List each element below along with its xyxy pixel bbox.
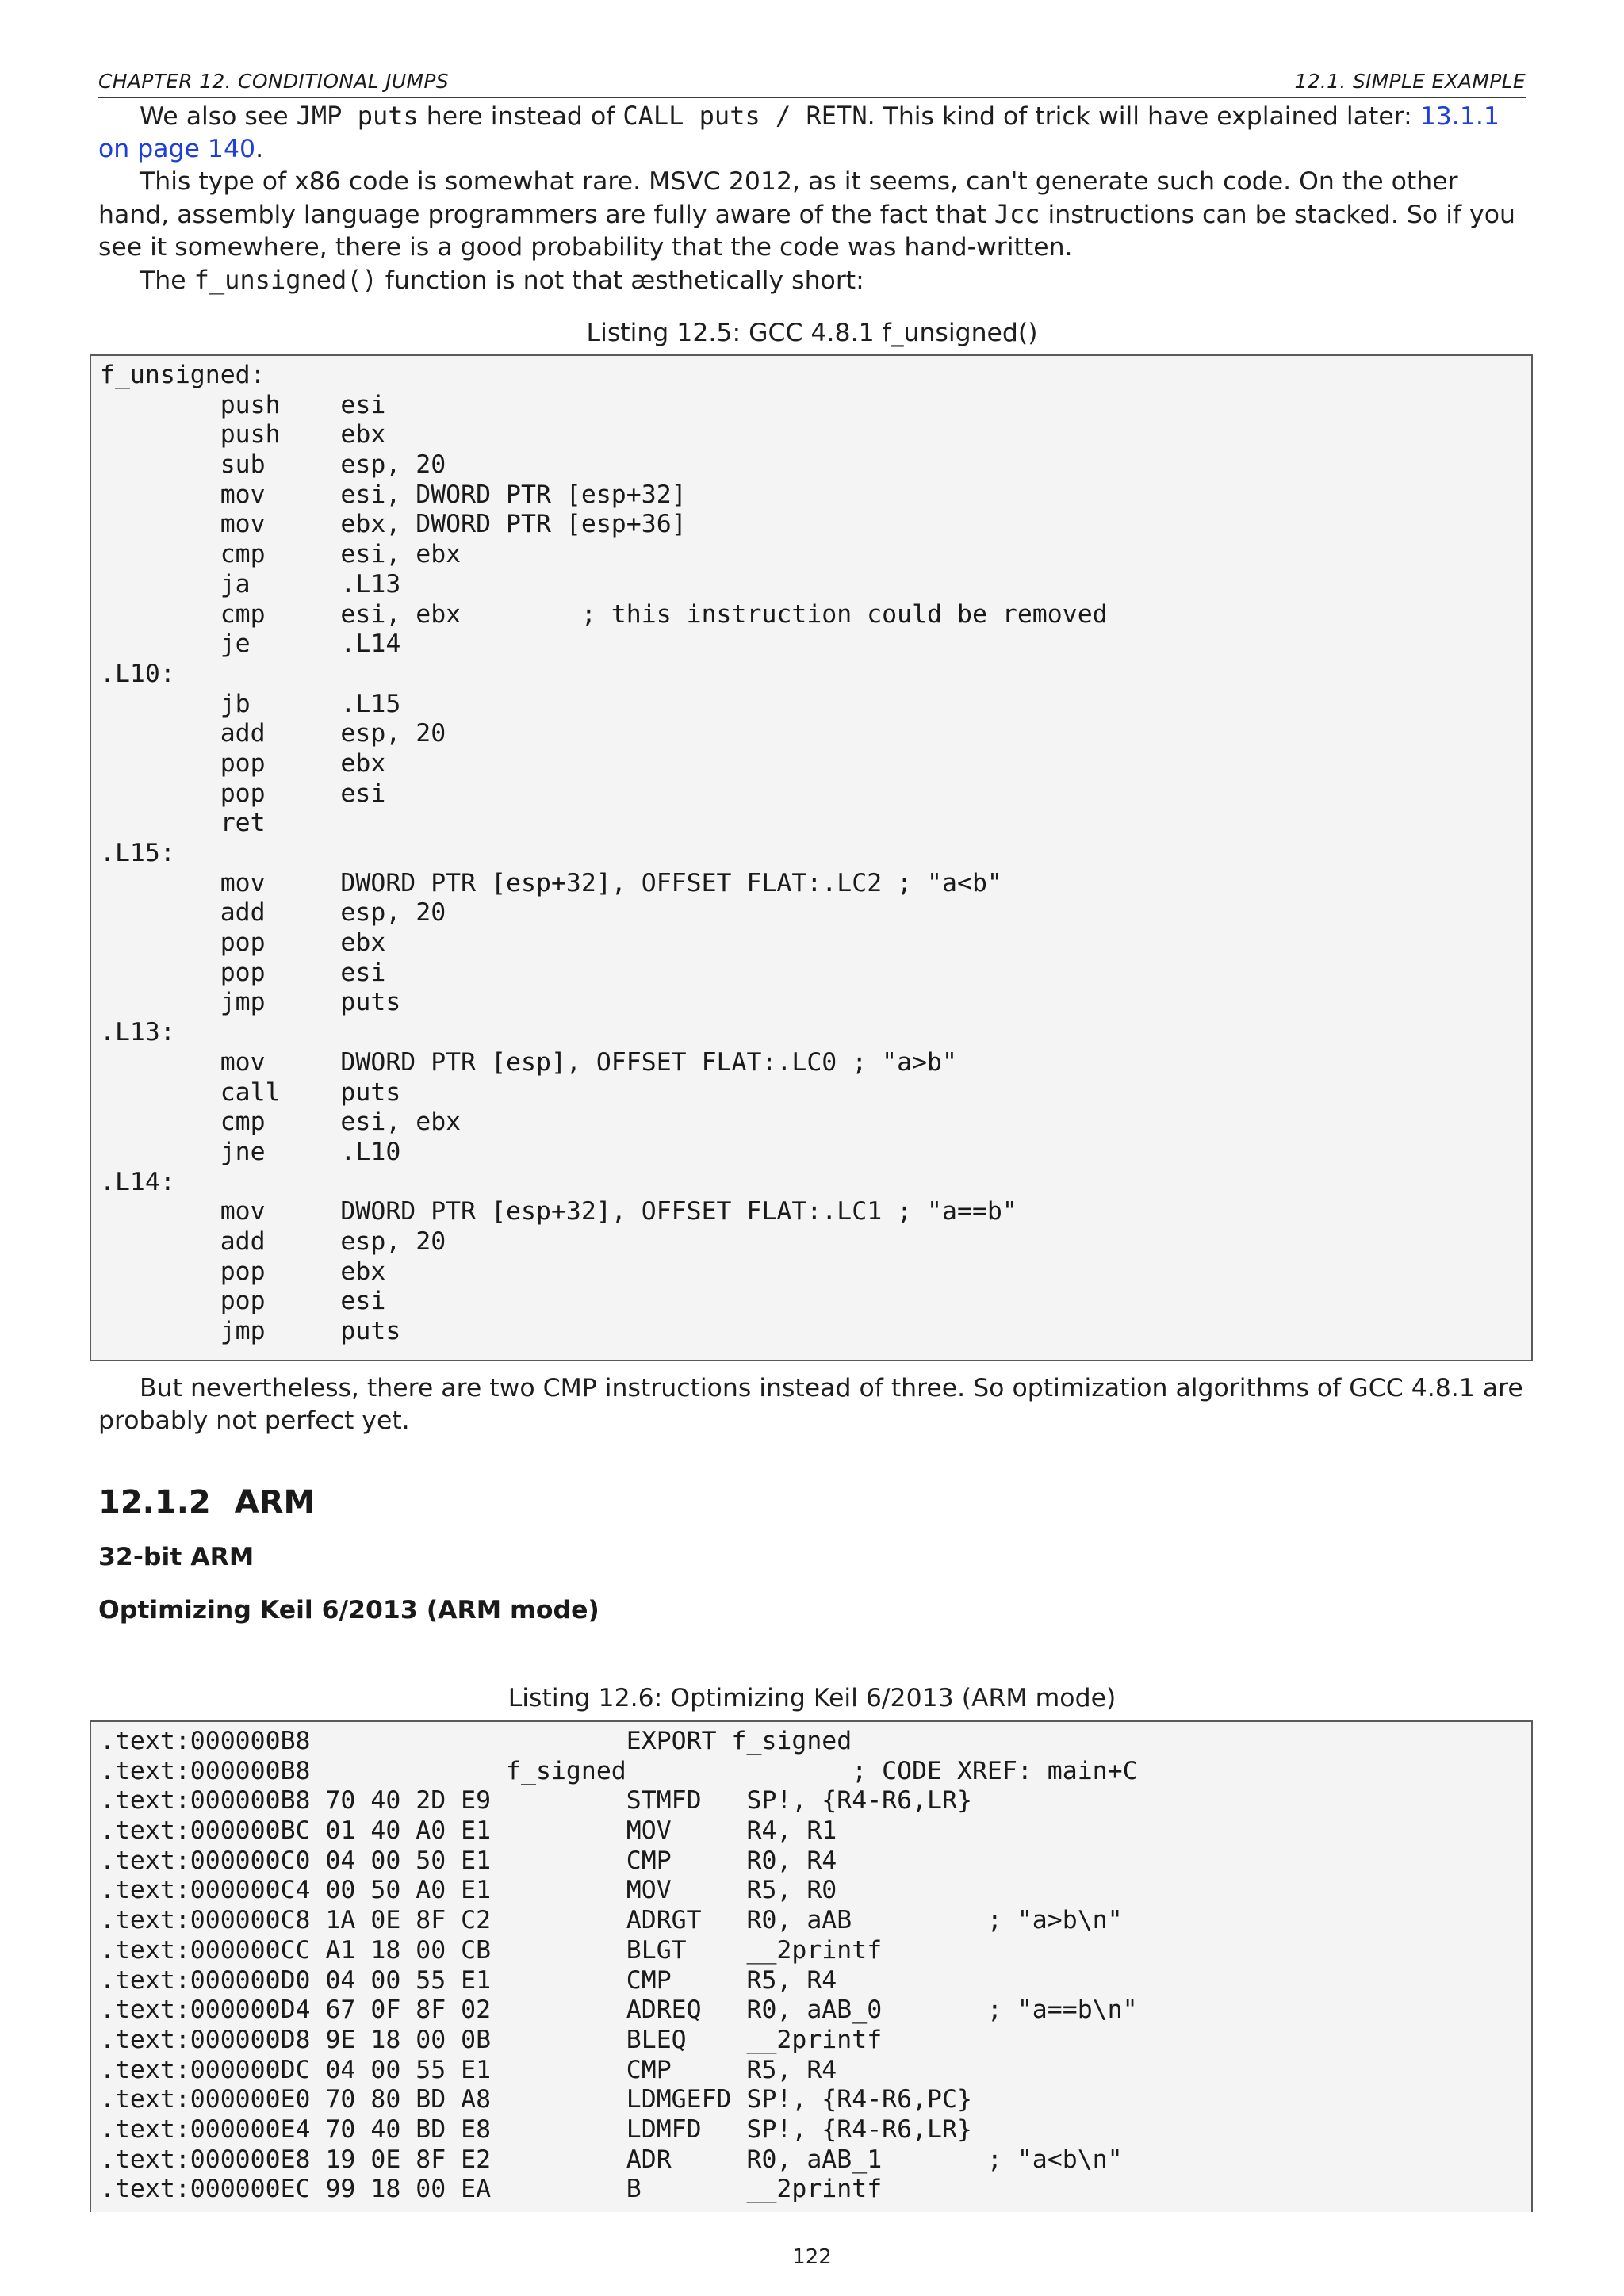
- code-line: ja .L13: [100, 569, 401, 599]
- section-title: 12.1. SIMPLE EXAMPLE: [1294, 70, 1526, 93]
- code-line: .text:000000D4 67 0F 8F 02 ADREQ R0, aAB_0 ; "a==b\n": [100, 1996, 1138, 2025]
- paragraph-heading: Optimizing Keil 6/2013 (ARM mode): [98, 1596, 599, 1624]
- section-number: 12.1.2: [98, 1484, 211, 1521]
- code-line: .text:000000B8 70 40 2D E9 STMFD SP!, {R4-R6,LR}: [100, 1786, 972, 1816]
- code-line: .text:000000E4 70 40 BD E8 LDMFD SP!, {R4-R6,LR}: [100, 2114, 972, 2144]
- code-line: jmp puts: [100, 988, 401, 1017]
- code-block: [91, 356, 1531, 1347]
- code-listing: [90, 1720, 1533, 2212]
- code-line: call puts: [100, 1077, 401, 1107]
- code-block: [91, 1722, 1531, 2205]
- code-line: mov DWORD PTR [esp+32], OFFSET FLAT:.LC1 ; "a==b": [100, 1197, 1017, 1226]
- code-line: pop ebx: [100, 928, 386, 958]
- code-line: ret: [100, 809, 266, 838]
- code-line: .text:000000EC 99 18 00 EA B __2printf: [100, 2175, 883, 2204]
- cross-reference-link[interactable]: 13.1.1 on page 140: [98, 102, 1500, 163]
- code-line: add esp, 20: [100, 1226, 446, 1256]
- code-line: pop esi: [100, 779, 386, 808]
- subsection-heading: 32-bit ARM: [98, 1543, 255, 1571]
- code-line: jne .L10: [100, 1137, 401, 1166]
- body-paragraph: But nevertheless, there are two CMP instructions instead of three. So optimization algorithms of GCC 4.8.1 are probably not perfect yet.: [98, 1374, 1523, 1435]
- code-line: je .L14: [100, 629, 401, 659]
- code-line: push esi: [100, 390, 386, 419]
- code-line: cmp esi, ebx ; this instruction could be removed: [100, 599, 1108, 629]
- code-line: .text:000000B8 f_signed ; CODE XREF: main+C: [100, 1756, 1138, 1785]
- code-line: .text:000000BC 01 40 A0 E1 MOV R4, R1: [100, 1816, 837, 1846]
- listing-caption: Listing 12.6: Optimizing Keil 6/2013 (ARM mode): [508, 1684, 1116, 1712]
- inline-code: f_unsigned(): [193, 265, 377, 295]
- code-line: .L15:: [100, 839, 175, 867]
- section-title-text: ARM: [234, 1484, 316, 1521]
- code-line: .text:000000B8 EXPORT f_signed: [100, 1727, 852, 1755]
- paragraph-3: The f_unsigned() function is not that æsthetically short:: [140, 265, 864, 295]
- code-line: .text:000000CC A1 18 00 CB BLGT __2printf: [100, 1935, 883, 1965]
- code-line: pop ebx: [100, 1257, 386, 1286]
- code-line: pop esi: [100, 958, 386, 987]
- code-line: .L13:: [100, 1018, 175, 1047]
- code-line: mov esi, DWORD PTR [esp+32]: [100, 480, 687, 509]
- inline-code: JMP puts: [296, 101, 419, 131]
- code-line: mov DWORD PTR [esp], OFFSET FLAT:.LC0 ; "a>b": [100, 1047, 957, 1077]
- code-line: mov DWORD PTR [esp+32], OFFSET FLAT:.LC2 ; "a<b": [100, 868, 1002, 897]
- code-line: add esp, 20: [100, 719, 446, 748]
- code-listing: [90, 354, 1533, 1361]
- paragraph-1: We also see JMP puts here instead of CALL puts / RETN. This kind of trick will have explained later: 13.1.1 on page 140.: [98, 101, 1500, 163]
- code-line: .text:000000C4 00 50 A0 E1 MOV R5, R0: [100, 1876, 837, 1905]
- listing-caption: Listing 12.5: GCC 4.8.1 f_unsigned(): [586, 319, 1038, 347]
- code-line: cmp esi, ebx: [100, 540, 462, 569]
- code-line: add esp, 20: [100, 898, 446, 928]
- code-line: mov ebx, DWORD PTR [esp+36]: [100, 510, 687, 539]
- code-line: .text:000000D8 9E 18 00 0B BLEQ __2printf: [100, 2025, 883, 2054]
- code-line: f_unsigned:: [100, 361, 266, 389]
- code-line: .text:000000C8 1A 0E 8F C2 ADRGT R0, aAB ; "a>b\n": [100, 1906, 1123, 1935]
- intro-text: [98, 100, 1526, 297]
- code-line: .L14:: [100, 1167, 175, 1196]
- code-line: jmp puts: [100, 1317, 401, 1345]
- code-line: .text:000000E0 70 80 BD A8 LDMGEFD SP!, {R4-R6,PC}: [100, 2085, 972, 2114]
- code-line: .text:000000E8 19 0E 8F E2 ADR R0, aAB_1 ; "a<b\n": [100, 2145, 1123, 2174]
- code-line: .L10:: [100, 659, 175, 688]
- code-line: .text:000000C0 04 00 50 E1 CMP R0, R4: [100, 1846, 837, 1875]
- code-line: .text:000000D0 04 00 55 E1 CMP R5, R4: [100, 1965, 837, 1995]
- code-line: .text:000000DC 04 00 55 E1 CMP R5, R4: [100, 2055, 837, 2084]
- code-line: push ebx: [100, 420, 386, 450]
- code-line: jb .L15: [100, 689, 401, 718]
- code-line: sub esp, 20: [100, 450, 446, 480]
- code-line: cmp esi, ebx: [100, 1108, 462, 1137]
- paragraph-2: This type of x86 code is somewhat rare. MSVC 2012, as it seems, can't generate such code. On the other hand, assembly language programmers are fully aware of the fact that Jcc instructions can be stacked. So if you see it somewhere, there is a good probability that the code was hand-written.: [98, 167, 1515, 262]
- inline-code: Jcc: [994, 199, 1040, 229]
- code-line: pop esi: [100, 1287, 386, 1316]
- section-heading: [98, 1484, 315, 1521]
- page-number: 122: [792, 2245, 832, 2269]
- running-header: [98, 68, 1526, 98]
- inline-code: CALL puts / RETN: [622, 101, 868, 131]
- chapter-title: CHAPTER 12. CONDITIONAL JUMPS: [98, 70, 449, 93]
- code-line: pop ebx: [100, 748, 386, 778]
